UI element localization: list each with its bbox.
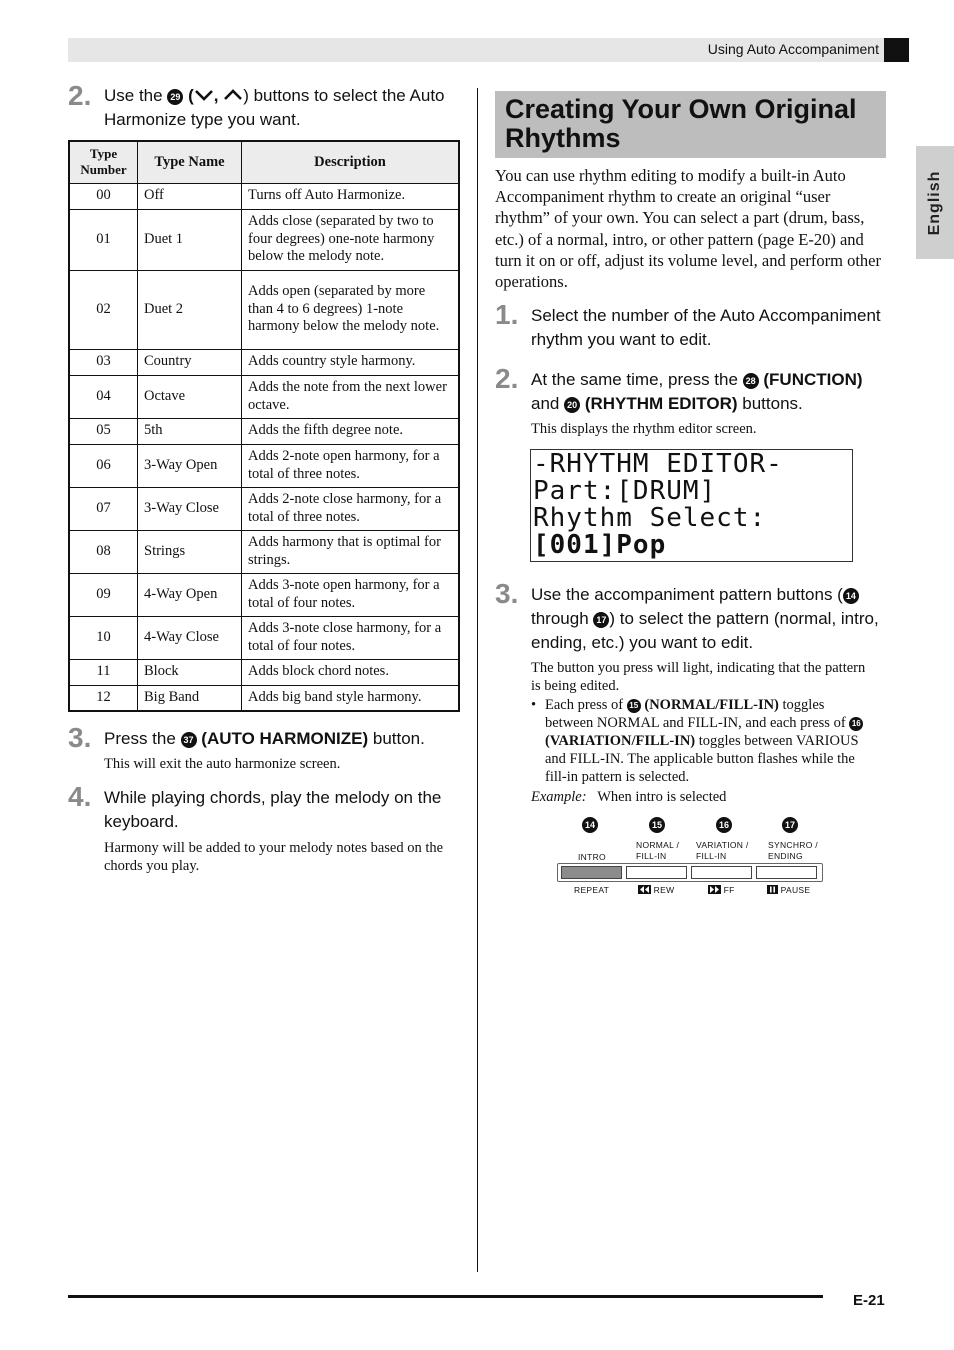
- section-title-box: [495, 91, 886, 158]
- column-header: Type Number: [69, 141, 138, 183]
- intro-button: [561, 866, 622, 879]
- step-number: 4.: [68, 781, 92, 812]
- step-instruction: Use the accompaniment pattern buttons ( 14 through 17 ) to select the pattern (normal, intro, ending, etc.) you want to edit.: [531, 585, 879, 652]
- description-cell: Adds country style harmony.: [242, 349, 460, 375]
- table-row: [69, 573, 459, 616]
- type-name-cell: Big Band: [138, 685, 242, 711]
- bullet-text: Each press of 15 (NORMAL/FILL-IN) toggles between NORMAL and FILL-IN, and each press of 16 (VARIATION/FILL-IN) toggles between VARIOUS and FILL-IN. The applicable button flashes while the fill-in pattern is selected.: [545, 696, 876, 786]
- type-name-cell: 3-Way Close: [138, 487, 242, 530]
- step-note: Harmony will be added to your melody notes based on the chords you play.: [104, 840, 444, 874]
- repeat-label: REPEAT: [574, 885, 610, 895]
- type-name-cell: Duet 2: [138, 270, 242, 349]
- table-row: [69, 530, 459, 573]
- description-cell: Adds block chord notes.: [242, 659, 460, 685]
- column-header: Description: [242, 141, 460, 183]
- type-number-cell: 12: [69, 685, 138, 711]
- step-instruction: While playing chords, play the melody on the keyboard.: [104, 788, 442, 831]
- step-number: 1.: [495, 299, 519, 330]
- step-instruction: Press the 37 (AUTO HARMONIZE) button.: [104, 729, 425, 748]
- intro-button-label: INTRO: [578, 852, 606, 862]
- pause-label: PAUSE: [767, 885, 810, 896]
- description-cell: Adds open (separated by more than 4 to 6 degrees) 1-note harmony below the melody note.: [242, 270, 460, 349]
- rew-label: REW: [638, 885, 674, 896]
- lcd-screen: [530, 449, 853, 562]
- lcd-line: Rhythm Select:: [533, 503, 767, 533]
- table-row: [69, 685, 459, 711]
- button-number-badge: 15: [627, 699, 641, 713]
- fast-forward-icon: [708, 885, 721, 894]
- table-row: [69, 616, 459, 659]
- footer-rule: [68, 1295, 823, 1298]
- step-number: 2.: [68, 80, 92, 111]
- chevron-up-icon: [223, 88, 243, 102]
- step-instruction: Use the 29 ( , ) buttons to select the Auto Harmonize type you want.: [104, 86, 445, 129]
- type-number-cell: 08: [69, 530, 138, 573]
- synchro-button-label: SYNCHRO / ENDING: [768, 840, 818, 861]
- type-number-cell: 05: [69, 418, 138, 444]
- type-number-cell: 03: [69, 349, 138, 375]
- description-cell: Adds 3-note open harmony, for a total of four notes.: [242, 573, 460, 616]
- description-cell: Adds big band style harmony.: [242, 685, 460, 711]
- variation-button-label: VARIATION / FILL-IN: [696, 840, 749, 861]
- step-note: The button you press will light, indicating that the pattern is being edited.: [531, 660, 866, 694]
- column-divider: [477, 88, 478, 1272]
- button-number-badge: 14: [582, 817, 598, 833]
- normal-fill-in-button: [626, 866, 687, 879]
- description-cell: Adds harmony that is optimal for strings.: [242, 530, 460, 573]
- step-number: 2.: [495, 363, 519, 394]
- button-number-badge: 20: [564, 397, 580, 413]
- type-name-cell: Block: [138, 659, 242, 685]
- type-number-cell: 00: [69, 183, 138, 209]
- step-number: 3.: [495, 578, 519, 609]
- type-name-cell: 5th: [138, 418, 242, 444]
- description-cell: Turns off Auto Harmonize.: [242, 183, 460, 209]
- description-cell: Adds the note from the next lower octave.: [242, 375, 460, 418]
- language-tab-label: English: [926, 170, 943, 235]
- button-number-badge: 17: [593, 612, 609, 628]
- description-cell: Adds close (separated by two to four degrees) one-note harmony below the melody note.: [242, 209, 460, 270]
- type-name-cell: Strings: [138, 530, 242, 573]
- table-row: [69, 487, 459, 530]
- button-number-badge: 16: [849, 717, 863, 731]
- bullet-item: [531, 696, 876, 786]
- table-row: [69, 418, 459, 444]
- table-row: [69, 444, 459, 487]
- description-cell: Adds 3-note close harmony, for a total of four notes.: [242, 616, 460, 659]
- type-number-cell: 10: [69, 616, 138, 659]
- section-title: Creating Your Own Original Rhythms: [505, 94, 857, 153]
- pause-icon: [767, 885, 778, 894]
- bullet-dot: •: [531, 697, 537, 713]
- chevron-down-icon: [194, 88, 214, 102]
- description-cell: Adds 2-note close harmony, for a total of three notes.: [242, 487, 460, 530]
- type-number-cell: 07: [69, 487, 138, 530]
- type-number-cell: 06: [69, 444, 138, 487]
- type-number-cell: 01: [69, 209, 138, 270]
- table-row: [69, 659, 459, 685]
- type-number-cell: 09: [69, 573, 138, 616]
- type-name-cell: Octave: [138, 375, 242, 418]
- type-name-cell: Country: [138, 349, 242, 375]
- table-row: [69, 349, 459, 375]
- example-caption: Example: When intro is selected: [531, 789, 727, 805]
- type-name-cell: 4-Way Close: [138, 616, 242, 659]
- type-name-cell: 3-Way Open: [138, 444, 242, 487]
- intro-paragraph: You can use rhythm editing to modify a built-in Auto Accompaniment rhythm to create an original “user rhythm” of your own. You can select a part (drum, bass, etc.) of a normal, intro, or other pattern (page E-20) and turn it on or off, adjust its volume level, and perform other operations.: [495, 166, 881, 292]
- step-note: This will exit the auto harmonize screen.: [104, 756, 341, 772]
- lcd-line: Part:[DRUM]: [533, 476, 717, 506]
- table-row: [69, 209, 459, 270]
- button-number-badge: 16: [716, 817, 732, 833]
- button-number-badge: 37: [181, 732, 197, 748]
- button-number-badge: 29: [167, 89, 183, 105]
- table-row: [69, 183, 459, 209]
- step-instruction: At the same time, press the 28 (FUNCTION) and 20 (RHYTHM EDITOR) buttons.: [531, 370, 863, 413]
- page-number: E-21: [853, 1292, 885, 1309]
- lcd-line: -RHYTHM EDITOR-: [533, 449, 783, 479]
- button-number-badge: 14: [843, 588, 859, 604]
- description-cell: Adds the fifth degree note.: [242, 418, 460, 444]
- type-name-cell: Duet 1: [138, 209, 242, 270]
- lcd-line: [001]Pop: [533, 530, 667, 560]
- ff-label: FF: [708, 885, 735, 896]
- step-number: 3.: [68, 722, 92, 753]
- harmonize-type-table: [68, 140, 460, 712]
- step-instruction: Select the number of the Auto Accompaniment rhythm you want to edit.: [531, 306, 881, 349]
- button-number-badge: 28: [743, 373, 759, 389]
- description-cell: Adds 2-note open harmony, for a total of three notes.: [242, 444, 460, 487]
- type-name-cell: 4-Way Open: [138, 573, 242, 616]
- button-number-badge: 17: [782, 817, 798, 833]
- variation-fill-in-button: [691, 866, 752, 879]
- header-marker: [884, 38, 909, 62]
- type-name-cell: Off: [138, 183, 242, 209]
- table-row: [69, 270, 459, 349]
- header-section-title: Using Auto Accompaniment: [707, 41, 879, 57]
- type-number-cell: 04: [69, 375, 138, 418]
- rewind-icon: [638, 885, 651, 894]
- type-number-cell: 11: [69, 659, 138, 685]
- step-note: This displays the rhythm editor screen.: [531, 421, 757, 437]
- table-row: [69, 375, 459, 418]
- normal-button-label: NORMAL / FILL-IN: [636, 840, 680, 861]
- language-tab: [916, 146, 954, 259]
- synchro-ending-button: [756, 866, 817, 879]
- type-number-cell: 02: [69, 270, 138, 349]
- button-number-badge: 15: [649, 817, 665, 833]
- column-header: Type Name: [138, 141, 242, 183]
